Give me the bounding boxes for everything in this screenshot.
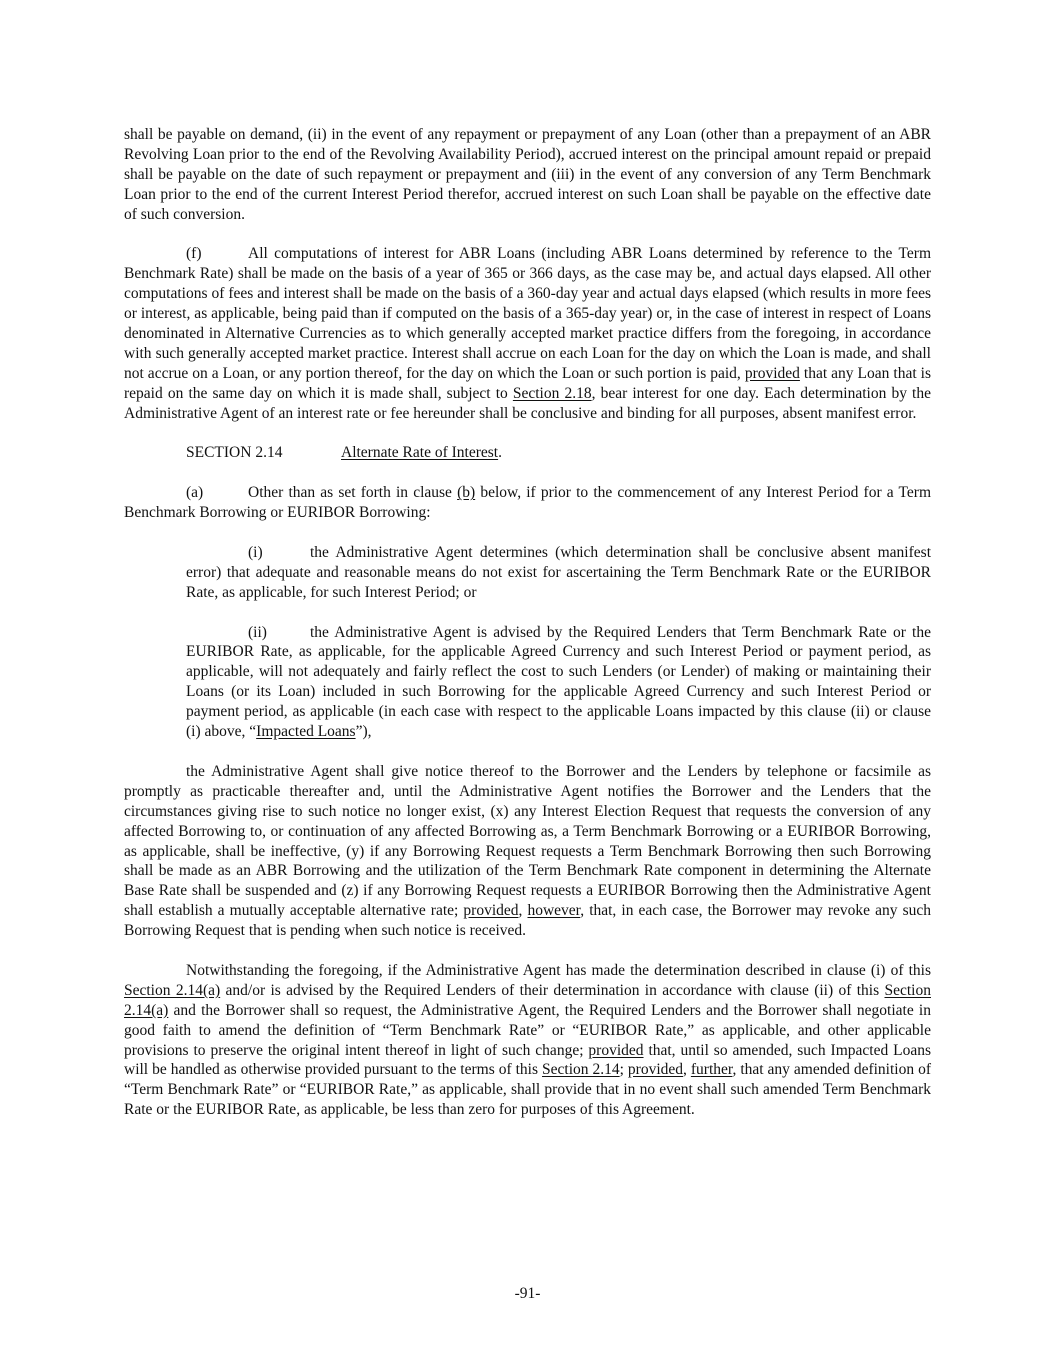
paragraph-notwithstanding: Notwithstanding the foregoing, if the Administrative Agent has made the determination described in clause (i) of this Section 2.14(a) and/or is advised by the Required Lenders of their determination in accordance with clause (ii) of this Section 2.14(a) and the Borrower shall so request, the Administrative Agent, the Required Lenders and the Borrower shall negotiate in good faith to amend the definition of “Term Benchmark Rate” or “EURIBOR Rate,” as applicable, and other applicable provisions to preserve the original intent thereof in light of such change; provided that, until so amended, such Impacted Loans will be handled as otherwise provided pursuant to the terms of this Section 2.14; provided, further, that any amended definition of “Term Benchmark Rate” or “EURIBOR Rate,” as applicable, shall provide that in no event shall such amended Term Benchmark Rate or the EURIBOR Rate, as applicable, be less than zero for purposes of this Agreement.	[124, 961, 932, 1119]
section-heading: SECTION 2.14 Alternate Rate of Interest.	[186, 444, 502, 462]
however-term: however	[527, 902, 581, 920]
provided-term: provided	[588, 1041, 644, 1059]
section-2-14a-link[interactable]: Section 2.14(a)	[124, 981, 221, 999]
provided-term: provided	[744, 364, 800, 382]
paragraph-f: (f) All computations of interest for ABR Loans (including ABR Loans determined by reference to the Term Benchmark Rate) shall be made on the basis of a year of 365 or 366 days, as the case may be, and actual days elapsed. All other computations of fees and interest shall be made on the basis of a 360-day year and actual days elapsed (which results in more fees or interest, as applicable, being paid than if computed on the basis of a 365-day year) or, in the case of interest in respect of Loans denominated in Alternative Currencies as to which generally accepted market practice differs from the foregoing, in accordance with such generally accepted market practice. Interest shall accrue on each Loan for the day on which the Loan is made, and shall not accrue on a Loan, or any portion thereof, for the day on which the Loan or such portion is paid, provided that any Loan that is repaid on the same day on which it is made shall, subject to Section 2.18, bear interest for one day. Each determination by the Administrative Agent of an interest rate or fee hereunder shall be conclusive and binding for all purposes, absent manifest error.	[124, 245, 931, 422]
clause-b-link[interactable]: (b)	[457, 484, 476, 502]
impacted-loans-term: Impacted Loans	[256, 723, 356, 741]
clause-i-label: (i)	[248, 543, 263, 561]
paragraph-f-label: (f)	[186, 245, 202, 263]
paragraph-carryover: shall be payable on demand, (ii) in the event of any repayment or prepayment of any Loan (other than a prepayment of an ABR Revolving Loan prior to the end of the Revolving Availability Period), accrued interest on the principal amount repaid or prepaid shall be payable on the date of such repayment or prepayment and (iii) in the event of any conversion of any Term Benchmark Loan prior to the end of the current Interest Period therefor, accrued interest on such Loan shall be payable on the effective date of such conversion.	[124, 126, 931, 223]
provided-term: provided	[463, 902, 519, 920]
paragraph-a-label: (a)	[186, 484, 204, 502]
clause-ii: (ii) the Administrative Agent is advised by the Required Lenders that Term Benchmark Rate or the EURIBOR Rate, as applicable, for the applicable Agreed Currency and such Interest Period or payment period, as applicable, will not adequately and fairly reflect the cost to such Lenders (or Lender) of making or maintaining their Loans (or its Loan) included in such Borrowing for the applicable Agreed Currency and such Interest Period or payment period, as applicable (in each case with respect to the applicable Loans impacted by this clause (ii) or clause (i) above, “Impacted Loans”),	[186, 623, 931, 741]
section-2-14-link[interactable]: Section 2.14	[542, 1061, 620, 1079]
section-2-14a-link[interactable]: Section 2.14(a)	[124, 981, 931, 1019]
further-term: further	[690, 1061, 733, 1079]
provided-term: provided	[627, 1061, 684, 1079]
paragraph-notice: the Administrative Agent shall give notice thereof to the Borrower and the Lenders by telephone or facsimile as promptly as practicable thereafter and, until the Administrative Agent notifies the Borrower and the Lenders that the circumstances giving rise to such notice no longer exist, (x) any Interest Election Request that requests the conversion of any affected Borrowing to, or continuation of any affected Borrowing as, a Term Benchmark Borrowing or a EURIBOR Borrowing, as applicable, shall be ineffective, (y) if any Borrowing Request requests a Term Benchmark Borrowing then such Borrowing shall be made as an ABR Borrowing and the utilization of the Term Benchmark Rate component in determining the Alternate Base Rate shall be suspended and (z) if any Borrowing Request requests a EURIBOR Borrowing then the Administrative Agent shall establish a mutually acceptable alternative rate; provided, however, that, in each case, the Borrower may revoke any such Borrowing Request that is pending when such notice is received.	[124, 762, 932, 940]
section-2-18-link[interactable]: Section 2.18	[512, 384, 592, 402]
section-title: Alternate Rate of Interest	[341, 444, 499, 462]
page-body	[124, 125, 931, 1140]
clause-ii-label: (ii)	[248, 623, 267, 641]
clause-i: (i) the Administrative Agent determines (which determination shall be conclusive absent manifest error) that adequate and reasonable means do not exist for ascertaining the Term Benchmark Rate or the EURIBOR Rate, as applicable, for such Interest Period; or	[186, 543, 931, 601]
section-number: SECTION 2.14	[186, 444, 283, 462]
page-number: -91-	[514, 1285, 541, 1302]
paragraph-a: (a) Other than as set forth in clause (b) below, if prior to the commencement of any Interest Period for a Term Benchmark Borrowing or EURIBOR Borrowing:	[124, 484, 931, 522]
